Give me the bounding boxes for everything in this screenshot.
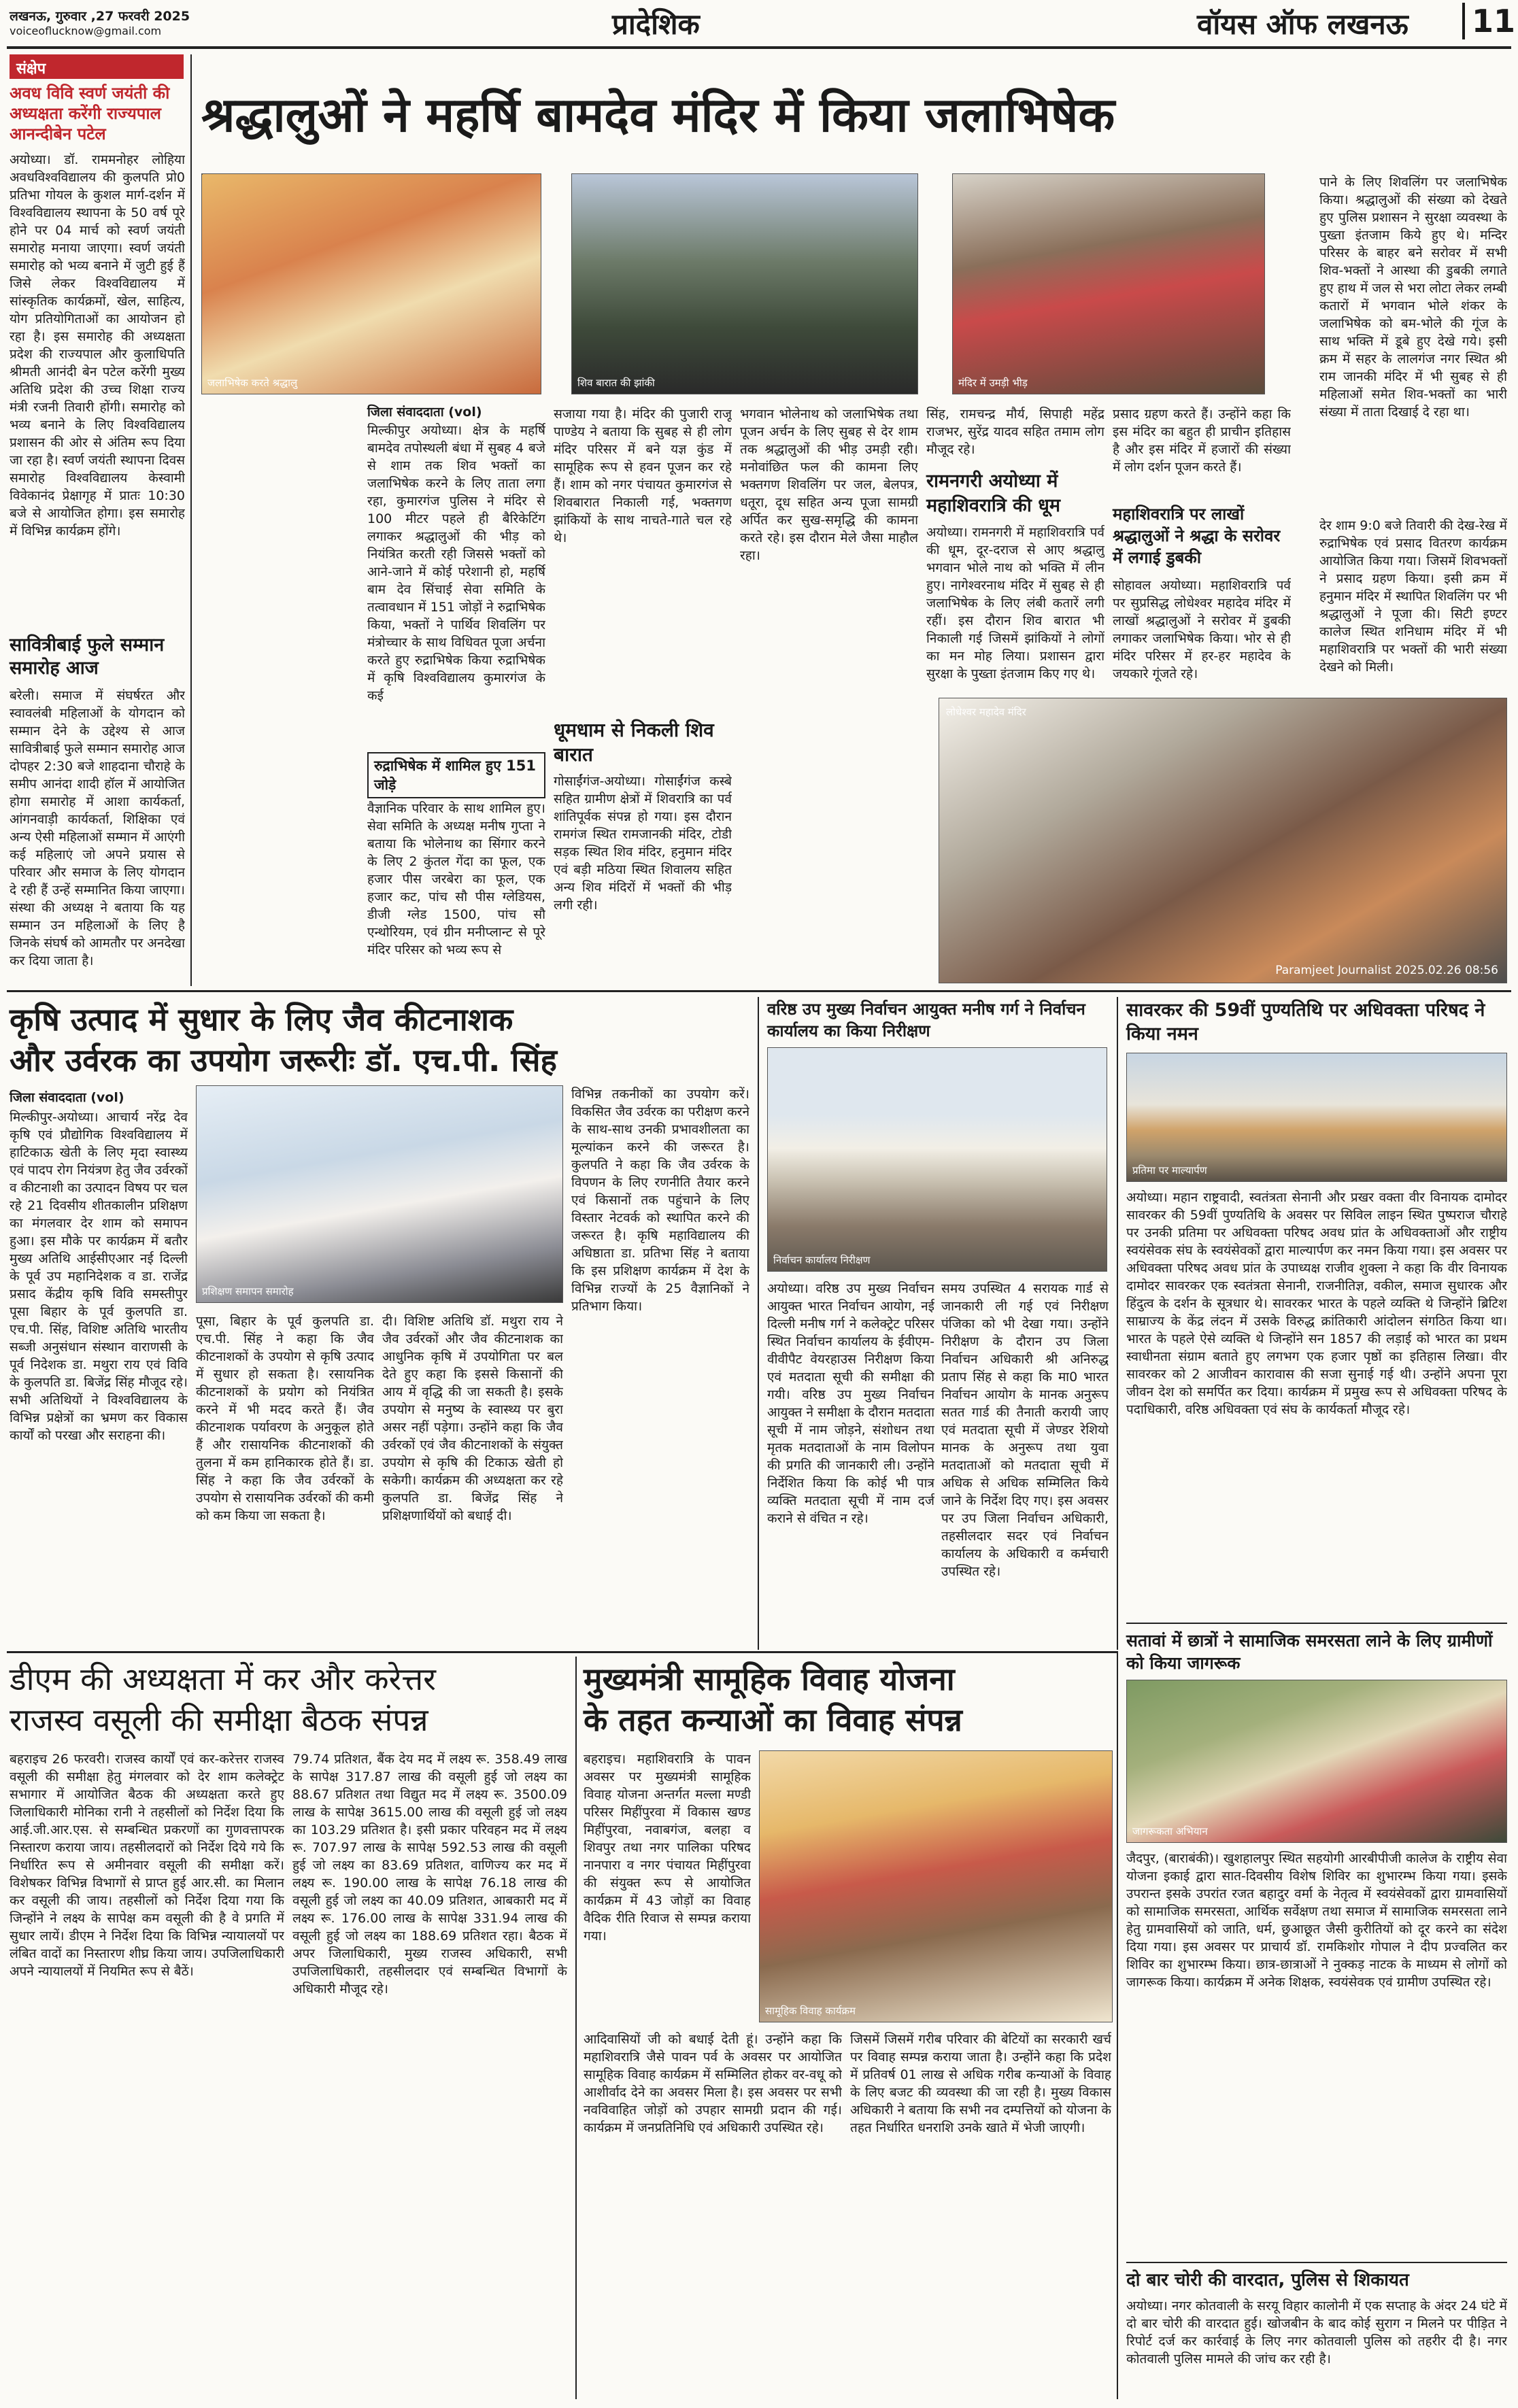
- savarkar-photo: [1126, 1053, 1507, 1182]
- dm-headline-line1: डीएम की अध्यक्षता में कर और करेत्तर: [10, 1661, 436, 1697]
- krishi-photo-caption: प्रशिक्षण समापन समारोह: [202, 1285, 294, 1298]
- krishi-col3: दी। विशिष्ट अतिथि डॉ. मथुरा राय ने जैव उर्वरकों और जैव कीटनाशक का आधुनिक कृषि में उपयोगिता पर बल देते हुए कहा कि इससे किसानों की आय में वृद्धि की जा सकती है। इसके उपयोग से मनुष्य के स्वास्थ्य पर बुरा असर नहीं पड़ेगा। उन्होंने कहा कि जैव उर्वरकों एवं जैव कीटनाशकों के संयुक्त उपयोग से कृषि की टिकाऊ खेती हो सकेगी। कार्यक्रम की अध्यक्षता कर रहे कुलपति डा. बिजेंद्र सिंह ने प्रशिक्षणार्थियों को बधाई दी।: [382, 1314, 563, 1523]
- paper-name: वॉयस ऑफ लखनऊ: [1197, 7, 1409, 41]
- lead-col5: सिंह, रामचन्द्र मौर्य, सिपाही महेंद्र राजभर, सुरेंद्र यादव सहित तमाम लोग मौजूद रहे।: [926, 407, 1104, 457]
- lead-col1: मिल्कीपुर अयोध्या। क्षेत्र के महर्षि बामदेव तपोस्थली बंधा में सुबह 4 बजे से शाम तक शिव भक्तों का जलाभिषेक करने के लिए ताता लगा रहा, कुमारगंज पुलिस ने मंदिर से 100 मीटर पहले ही बैरिकेटिंग लगाकर श्रद्धालुओं की भीड़ को नियंत्रित करती रही जिससे भक्तों को आने-जाने में कोई परेशानी हो, महर्षि बाम देव सिंचाई सेवा समिति के तत्वावधान में 151 जोड़ों ने रुद्राभिषेक किया, भक्तों ने पार्थिव शिवलिंग पर मंत्रोच्चार के साथ विधिवत पूजा अर्चना करते हुए रुद्राभिषेक किया रुद्राभिषेक में कृषि विश्वविद्यालय कुमारगंज के कई: [367, 423, 545, 703]
- krishi-col1: मिल्कीपुर-अयोध्या। आचार्य नरेंद्र देव कृषि एवं प्रौद्योगिक विश्वविद्यालय में हाटिकाऊ खेती के लिए मृदा स्वास्थ्य एवं पादप रोग नियंत्रण हेतु जैव उर्वरकों व कीटनाशी का उत्पादन विषय पर चल रहे 21 दिवसीय शीतकालीन प्रशिक्षण का मंगलवार देर शाम को समापन हुआ। इस मौके पर कार्यक्रम में बतौर मुख्य अतिथि आईसीएआर नई दिल्ली के पूर्व उप महानिदेशक व डा. राजेंद्र प्रसाद केंद्रीय कृषि विवि समस्तीपुर पूसा बिहार के पूर्व कुलपति डा. एच.पी. सिंह, विशिष्ट अतिथि भारतीय सब्जी अनुसंधान संस्थान वाराणसी के पूर्व निदेशक डा. मथुरा राय एवं विवि के कुलपति डा. बिजेंद्र सिंह मौजूद रहे। सभी अतिथियों ने विश्वविद्यालय के विभिन्न प्रक्षेत्रों का भ्रमण कर विकास कार्यों को परखा और सराहना की।: [10, 1110, 188, 1443]
- vivah-photo-caption: सामूहिक विवाह कार्यक्रम: [765, 2005, 856, 2017]
- dm-col2: 79.74 प्रतिशत, बैंक देय मद में लक्ष्य रू. 358.49 लाख के सापेक्ष 317.87 लाख की वसूली हुई जो लक्ष्य का 88.67 प्रतिशत तथा विद्युत मद में लक्ष्य रू. 3500.09 लाख के सापेक्ष 3615.00 लाख की वसूली हुई जो लक्ष्य का 103.29 प्रतिशत है। इसी प्रकार परिवहन मद में लक्ष्य रू. 707.97 लाख के सापेक्ष 592.53 लाख की वसूली हुई जो लक्ष्य का 83.69 प्रतिशत, वाणिज्य कर मद में लक्ष्य रू. 190.00 लाख के सापेक्ष 76.18 लाख की वसूली हुई जो लक्ष्य का 40.09 प्रतिशत, आबकारी मद में लक्ष्य रू. 176.00 लाख के सापेक्ष 331.94 लाख की वसूली हुई जो लक्ष्य का 188.69 प्रतिशत रहा। बैठक में अपर जिलाधिकारी, मुख्य राजस्व अधिकारी, सभी उपजिलाधिकारी, तहसीलदार एवं सम्बन्धित विभागों के अधिकारी मौजूद रहे।: [292, 1752, 567, 1997]
- lead-headline: श्रद्धालुओं ने महर्षि बामदेव मंदिर में किया जलाभिषेक: [201, 87, 1115, 143]
- lead-col2: सजाया गया है। मंदिर की पुजारी राजू पाण्डेय ने बताया कि सुबह से ही लोग मंदिर परिसर में बने यज्ञ कुंड में सामूहिक रूप से हवन पूजन कर रहे हैं। शाम को नगर पंचायत कुमारगंज से शिवबारात निकाली गई, भक्तगण झांकियों के साथ नाचते-गाते चल रहे थे।: [554, 407, 732, 545]
- niriksh-col2: समय उपस्थित 4 सरायक गार्ड से जानकारी ली गई एवं निरीक्षण पंजिका को भी देखा गया। उन्होंने निरीक्षण के दौरान उप जिला निर्वाचन अधिकारी श्री अनिरुद्ध प्रताप सिंह से कहा कि मा0 भारत निर्वाचन आयोग के मानक अनुरूप सतत गार्ड की तैनाती करायी जाए एवं मतदाता सूची में जेण्डर रेशियो मानक के अनुरूप तथा युवा मतदाताओं को मतदाता सूची में अधिक से अधिक सम्मिलित किये जाने के निर्देश दिए गए। इस अवसर पर उप जिला निर्वाचन अधिकारी, तहसीलदार सदर एवं निर्वाचन कार्यालय के अधिकारी व कर्मचारी उपस्थित रहे।: [941, 1281, 1109, 1579]
- lead-photo-2-caption: शिव बारात की झांकी: [577, 377, 655, 389]
- section-title: प्रादेशिक: [612, 7, 700, 41]
- dm-divider: [575, 1657, 577, 2399]
- krishi-byline: जिला संवाददाता (vol): [10, 1090, 124, 1105]
- satawan-photo-caption: जागरूकता अभियान: [1132, 1825, 1208, 1837]
- chori-headline: दो बार चोरी की वारदात, पुलिस से शिकायत: [1126, 2270, 1409, 2290]
- mid-bottom-rule: [7, 1651, 1118, 1653]
- savarkar-bottom-rule: [1126, 1623, 1507, 1624]
- lead-photo-1: [201, 173, 541, 394]
- sankshep-story2-headline: सावित्रीबाई फुले सम्मान समारोह आज: [10, 634, 165, 679]
- niriksh-col1: अयोध्या। वरिष्ठ उप मुख्य निर्वाचन आयुक्त भारत निर्वाचन आयोग, नई दिल्ली मनीष गर्ग ने कलेक्ट्रेट परिसर स्थित निर्वाचन कार्यालय के ईवीएम-वीवीपैट वेयरहाउस निरीक्षण किया एवं मतदाता सूची की समीक्षा की गयी। वरिष्ठ उप मुख्य निर्वाचन आयुक्त ने समीक्षा के दौरान मतदाता सूची में नाम जोड़ने, संशोधन तथा मृतक मतदाताओं के नाम विलोपन की प्रगति की जानकारी ली। उन्होंने निर्देशित किया कि कोई भी पात्र व्यक्ति मतदाता सूची में नाम दर्ज कराने से वंचित न रहे।: [767, 1281, 934, 1526]
- lead-col8b: देर शाम 9:0 बजे तिवारी की देख-रेख में रुद्राभिषेक एवं प्रसाद वितरण कार्यक्रम आयोजित किया गया। जिसमें शिवभक्तों ने प्रसाद ग्रहण किया। इसी क्रम में हनुमान मंदिर में स्थापित शिवलिंग पर भी श्रद्धालुओं ने पूजा की। सिटी इण्टर कालेज स्थित शनिधाम मंदिर में भी महाशिवरात्रि पर भक्तों की भारी संख्या देखने को मिली।: [1319, 518, 1507, 675]
- lead-photo-3-caption: मंदिर में उमड़ी भीड़: [958, 377, 1028, 389]
- savarkar-photo-caption: प्रतिमा पर माल्यार्पण: [1132, 1164, 1207, 1176]
- lead-callout: रुद्राभिषेक में शामिल हुए 151 जोड़े: [367, 752, 545, 798]
- lead-bottom-rule: [7, 990, 1511, 992]
- vivah-headline-line1: मुख्यमंत्री सामूहिक विवाह योजना: [584, 1661, 955, 1697]
- krishi-photo: [196, 1085, 563, 1303]
- lead-col3: गोसाईंगंज-अयोध्या। गोसाईंगंज कस्बे सहित ग्रामीण क्षेत्रों में शिवरात्रि का पर्व शांतिपूर्वक संपन्न हो गया। इस दौरान रामगंज स्थित रामजानकी मंदिर, टोडी सड़क स्थित शिव मंदिर, हनुमान मंदिर एवं बड़ी मठिया स्थित शिवालय सहित अन्य शिव मंदिरों में भक्तों की भीड़ लगी रही।: [554, 774, 732, 913]
- photo-watermark: Paramjeet Journalist 2025.02.26 08:56: [1275, 964, 1498, 977]
- lead-byline: जिला संवाददाता (vol): [367, 405, 482, 420]
- satawan-body: जैदपुर, (बाराबंकी)। खुशहालपुर स्थित सहयोगी आरबीपीजी कालेज के राष्ट्रीय सेवा योजना इकाई द्वारा सात-दिवसीय विशेष शिविर का शुभारम्भ किया गया। इसके उपरान्त इसके उपरांत रजत बहादुर वर्मा के नेतृत्व में स्वयंसेवकों द्वारा ग्रामवासियों को सामाजिक समरसता, आर्थिक सर्वेक्षण तथा समाज में सामाजिक समरसता लाने हेतु ग्रामवासियों को जाति, धर्म, छुआछूत जैसी कुरीतियों को दूर करने का संदेश दिया गया। इस अवसर पर प्राचार्य डॉ. रामकिशोर गोपाल ने दीप प्रज्वलित कर शिविर का शुभारम्भ किया। छात्र-छात्राओं ने नुक्कड़ नाटक के माध्यम से लोगों को जागरूक किया। कार्यक्रम में अनेक शिक्षक, स्वयंसेवक एवं ग्रामीण उपस्थित रहे।: [1126, 1851, 1507, 1990]
- sankshep-story2-body: बरेली। समाज में संघर्षरत और स्वावलंबी महिलाओं के योगदान को सम्मान देने के उद्देश्य से आज सावित्रीबाई फुले सम्मान समारोह आज दोपहर 2:30 बजे शाहदाना चौराहे के समीप आनंदा शादी हॉल में आयोजित होगा समारोह में आशा कार्यकर्ता, आंगनवाड़ी कार्यकर्ता, शिक्षिका एवं अन्य ऐसी महिलाओं सम्मान में आएंगी कई महिलाएं जो अपने प्रयास से परिवार और समाज के लिए योगदान दे रही हैं उन्हें सम्मानित किया जाएगा। संस्था की अध्यक्ष ने बताया कि यह सम्मान उन महिलाओं के लिए है जिनके संघर्ष को आमतौर पर अनदेखा कर दिया जाता है।: [10, 688, 185, 968]
- niriksh-divider: [1117, 997, 1118, 1650]
- dm-headline-line2: राजस्व वसूली की समीक्षा बैठक संपन्न: [10, 1701, 428, 1738]
- niriksh-photo-caption: निर्वाचन कार्यालय निरीक्षण: [773, 1254, 871, 1266]
- lead-photo-1-caption: जलाभिषेक करते श्रद्धालु: [207, 377, 298, 389]
- savarkar-body: अयोध्या। महान राष्ट्रवादी, स्वतंत्रता सेनानी और प्रखर वक्ता वीर विनायक दामोदर सावरकर की 59वीं पुण्यतिथि के अवसर पर सिविल लाइन स्थित पुष्पराज चौराहे पर उनकी प्रतिमा पर अधिवक्ता परिषद अवध प्रांत के अधिवक्ताओं और राष्ट्रीय स्वयंसेवक संघ के स्वयंसेवकों द्वारा माल्यार्पण कर नमन किया गया। इस अवसर पर अधिवक्ता परिषद अवध प्रांत के उपाध्यक्ष राजीव शुक्ला ने कहा कि वीर विनायक दामोदर सावरकर एक स्वतंत्रता सेनानी, राजनीतिज्ञ, वकील, समाज सुधारक और हिंदुत्व के दर्शन के सूत्रधार थे। सावरकर भारत के पहले व्यक्ति थे जिन्होंने ब्रिटिश साम्राज्य के केंद्र लंदन में उसके विरुद्ध क्रांतिकारी आंदोलन संगठित किया था। भारत के पहले ऐसे व्यक्ति थे जिन्होंने सन 1857 की लड़ाई को भारत का प्रथम स्वाधीनता संग्राम बताते हुए लगभग एक हजार पृष्ठों का इतिहास लिखा। वीर सावरकर को 2 आजीवन कारावास की सजा सुनाई गई थी। उन्होंने अपना पूरा जीवन देश को समर्पित कर दिया। कार्यक्रम में प्रमुख रूप से अधिवक्ता परिषद के पदाधिकारी, वरिष्ठ अधिवक्ता एवं संघ के कार्यकर्ता मौजूद रहे।: [1126, 1190, 1507, 1417]
- niriksh-headline: वरिष्ठ उप मुख्य निर्वाचन आयुक्त मनीष गर्ग ने निर्वाचन कार्यालय का किया निरीक्षण: [767, 1000, 1085, 1040]
- lead-col1b: वैज्ञानिक परिवार के साथ शामिल हुए। सेवा समिति के अध्यक्ष मनीष गुप्ता ने बताया कि भोलेनाथ का सिंगार करने के लिए 2 कुंतल गेंदा का फूल, एक हजार पीस जरबेरा का फूल, एक हजार कट, पांच सौ पीस ग्लेडियस, डीजी ग्लेड 1500, पांच सौ एन्थोरियम, एवं ग्रीन मनीप्लान्ट से पूरे मंदिर परिसर को भव्य रूप से: [367, 801, 545, 957]
- lead-photo-main: [201, 173, 203, 175]
- vivah-col3: जिसमें जिसमें गरीब परिवार की बेटियों का सरकारी खर्च पर विवाह सम्पन्न कराया जाता है। उन्होंने कहा कि प्रदेश में प्रतिवर्ष 01 लाख से अधिक गरीब कन्याओं के विवाह के लिए बजट की व्यवस्था की जा रही है। मुख्य विकास अधिकारी ने बताया कि सभी नव दम्पत्तियों को योजना के तहत निर्धारित धनराशि उनके खाते में भेजी जाएगी।: [850, 2032, 1111, 2135]
- krishi-col2: पूसा, बिहार के पूर्व कुलपति डा. एच.पी. सिंह ने कहा कि जैव कीटनाशकों के उपयोग से कृषि उत्पाद में सुधार हो सकता है। रसायनिक कीटनाशकों के प्रयोग को नियंत्रित करने में भी मदद करते हैं। जैव कीटनाशक पर्यावरण के अनुकूल होते हैं और रासायनिक कीटनाशकों की तुलना में कम हानिकारक होते हैं। डा. सिंह ने कहा कि जैव उर्वरकों के उपयोग से रासायनिक उर्वरकों की कमी को कम किया जा सकता है।: [196, 1314, 374, 1523]
- sankshep-divider: [190, 54, 192, 986]
- lead-photo-2: [571, 173, 918, 394]
- sankshep-label: संक्षेप: [10, 54, 184, 79]
- masthead-rule: [7, 46, 1511, 49]
- lead-photo-4: [939, 698, 1507, 983]
- lead-photo-4-caption: लोधेश्वर महादेव मंदिर: [946, 706, 1026, 718]
- lead-col3-heading: धूमधाम से निकली शिव बारात: [554, 719, 714, 766]
- lead-col5b: अयोध्या। रामनगरी में महाशिवरात्रि पर्व की धूम, दूर-दराज से आए श्रद्धालु भगवान भोले नाथ को भक्ति में लीन हुए। नागेश्वरनाथ मंदिर में सुबह से ही जलाभिषेक के लिए लंबी कतारें लगी रहीं। इस दौरान शिव बारात भी निकाली गई जिसमें झांकियों ने लोगों का मन मोह लिया। प्रशासन द्वारा सुरक्षा के पुख्ता इंतजाम किए गए थे।: [926, 525, 1104, 681]
- savarkar-headline: सावरकर की 59वीं पुण्यतिथि पर अधिवक्ता परिषद ने किया नमन: [1126, 1000, 1485, 1045]
- vivah-photo: [759, 1750, 1113, 2022]
- satawan-headline: सतावां में छात्रों ने सामाजिक समरसता लाने के लिए ग्रामीणों को किया जागरूक: [1126, 1631, 1493, 1673]
- lead-col5-heading: रामनगरी अयोध्या में महाशिवरात्रि की धूम: [926, 471, 1061, 516]
- lead-col4: भगवान भोलेनाथ को जलाभिषेक तथा पूजन अर्चन के लिए सुबह से देर शाम तक श्रद्धालुओं की भीड़ उमड़ी रही। मनोवांछित फल की कामना लिए भक्तगण शिवलिंग पर जल, बेलपत्र, धतूरा, दूध सहित अन्य पूजा सामग्री अर्पित कर सुख-समृद्धि की कामना करते रहे। इस दौरान मेले जैसा माहौल रहा।: [740, 407, 918, 563]
- website[interactable]: voiceoflucknow@gmail.com: [10, 24, 162, 37]
- right-column-divider: [1117, 1651, 1118, 2399]
- lead-col6: प्रसाद ग्रहण करते हैं। उन्होंने कहा कि इस मंदिर का बहुत ही प्राचीन इतिहास है और इस मंदिर में हजारों की संख्या में लोग दर्शन पूजन करते हैं।: [1113, 407, 1291, 475]
- niriksh-photo: [767, 1047, 1107, 1272]
- krishi-headline-line2: और उर्वरक का उपयोग जरूरीः डॉ. एच.पी. सिंह: [10, 1042, 557, 1079]
- sankshep-story1-headline: अवध विवि स्वर्ण जयंती की अध्यक्षता करेंगी राज्यपाल आनन्दीबेन पटेल: [10, 84, 170, 143]
- chori-body: अयोध्या। नगर कोतवाली के सरयू विहार कालोनी में एक सप्ताह के अंदर 24 घंटे में दो बार चोरी की वारदात हुई। खोजबीन के बाद कोई सुराग न मिलने पर पीड़ित ने रिपोर्ट दर्ज कर कार्रवाई के लिए नगर कोतवाली पुलिस को तहरीर दी है। नगर कोतवाली पुलिस मामले की जांच कर रही है।: [1126, 2299, 1507, 2367]
- lead-col6-heading: महाशिवरात्रि पर लाखों श्रद्धालुओं ने श्रद्धा के सरोवर में लगाई डुबकी: [1113, 505, 1281, 567]
- sankshep-story1-body: अयोध्या। डॉ. राममनोहर लोहिया अवधविश्वविद्यालय की कुलपति प्रो0 प्रतिभा गोयल के कुशल मार्ग-दर्शन में विश्वविद्यालय स्थापना के 50 वर्ष पूरे होने पर 04 मार्च को स्वर्ण जयंती समारोह मनाया जाएगा। स्वर्ण जयंती समारोह को भव्य बनाने में जुटी हुई हैं जिसे लेकर विश्वविद्यालय में सांस्कृतिक कार्यक्रमों, खेल, साहित्य, योग प्रतियोगिताओं का आयोजन हो रहा है। इस समारोह की अध्यक्षता प्रदेश की राज्यपाल और कुलाधिपति श्रीमती आनंदी बेन पटेल करेंगी मुख्य अतिथि प्रदेश की उच्च शिक्षा राज्य मंत्री रजनी तिवारी होंगी। समारोह को भव्य बनाने के लिए विश्वविद्यालय प्रशासन की ओर से अंतिम रूप दिया जा रहा है। स्वर्ण जयंती स्थापना दिवस समारोह विश्वविद्यालय केस्वामी विवेकानंद प्रेक्षागृह में प्रातः 10:30 बजे से आयोजित होगा। इस समारोह में विभिन्न कार्यक्रम होंगे।: [10, 152, 185, 539]
- vivah-col1: बहराइच। महाशिवरात्रि के पावन अवसर पर मुख्यमंत्री सामूहिक विवाह योजना अन्तर्गत मल्ला मण्डी परिसर मिहींपुरवा में विकास खण्ड मिहींपुरवा, नवाबगंज, बलहा व शिवपुर तथा नगर पालिका परिषद नानपारा व नगर पंचायत मिहींपुरवा की संयुक्त रूप से आयोजित कार्यक्रम में 43 जोड़ों का विवाह वैदिक रीति रिवाज से सम्पन्न कराया गया।: [584, 1752, 751, 1944]
- dm-col1: बहराइच 26 फरवरी। राजस्व कार्यों एवं कर-करेत्तर राजस्व वसूली की समीक्षा हेतु मंगलवार को देर शाम कलेक्ट्रेट सभागार में आयोजित बैठक की अध्यक्षता करते हुए जिलाधिकारी मोनिका रानी ने तहसीलों को निर्देश दिया कि आई.जी.आर.एस. से सम्बन्धित प्रकरणों का गुणवत्तापरक निस्तारण कराया जाय। तहसीलदारों को निर्देश दिये गये कि निर्धारित रूप से अमीनवार वसूली की समीक्षा करें। विशेषकर विभिन्न विभागों से प्राप्त हुई आर.सी. का मिलान कर वसूली की जाय। तहसीलों को निर्देश दिया गया कि जिन्होंने ने लक्ष्य के सापेक्ष कम वसूली की है वे प्रगति में सुधार लायें। डीएम ने निर्देश दिया कि विभिन्न न्यायालयों पर लंबित वादों का निस्तारण शीघ्र किया जाय। उपजिलाधिकारी अपने न्यायालयों में नियमित रूप से बैठें।: [10, 1752, 284, 1979]
- krishi-col4: विभिन्न तकनीकों का उपयोग करें। विकसित जैव उर्वरक का परीक्षण करने के साथ-साथ उनकी प्रभावशीलता का मूल्यांकन करने की जरूरत है। कुलपति ने कहा कि जैव उर्वरक के विपणन के लिए रणनीति तैयार करने एवं किसानों तक पहुंचाने के लिए विस्तार नेटवर्क को स्थापित करने की जरूरत है। कृषि महाविद्यालय की अधिष्ठाता डा. प्रतिभा सिंह ने बताया कि इस प्रशिक्षण कार्यक्रम में देश के विभिन्न राज्यों के 25 वैज्ञानिकों ने प्रतिभाग किया।: [571, 1087, 749, 1314]
- vivah-headline-line2: के तहत कन्याओं का विवाह संपन्न: [584, 1701, 962, 1738]
- lead-photo-3: [952, 173, 1265, 394]
- chori-rule: [1126, 2262, 1507, 2263]
- satawan-photo: [1126, 1680, 1507, 1843]
- vivah-col2: आदिवासियों जी को बधाई देती हूं। उन्होंने कहा कि महाशिवरात्रि जैसे पावन पर्व के अवसर पर आयोजित सामूहिक विवाह कार्यक्रम में सम्मिलित होकर वर-वधू को आशीर्वाद देने का अवसर मिला है। इस अवसर पर सभी नवविवाहित जोड़ों को उपहार सामग्री प्रदान की गई। कार्यक्रम में जनप्रतिनिधि एवं अधिकारी उपस्थित रहे।: [584, 2032, 842, 2135]
- lead-col6b: सोहावल अयोध्या। महाशिवरात्रि पर्व पर सुप्रसिद्ध लोधेश्वर महादेव मंदिर में लाखों श्रद्धालुओं ने सरोवर में डुबकी लगाकर जलाभिषेक किया। भोर से ही मंदिर परिसर में हर-हर महादेव के जयकारे गूंजते रहे।: [1113, 578, 1291, 681]
- dateline: लखनऊ, गुरुवार ,27 फरवरी 2025: [10, 9, 190, 24]
- lead-col8: पाने के लिए शिवलिंग पर जलाभिषेक किया। श्रद्धालुओं की संख्या को देखते हुए पुलिस प्रशासन ने सुरक्षा व्यवस्था के पुख्ता इंतजाम किये हुए थे। मन्दिर परिसर के बाहर बने सरोवर में सभी शिव-भक्तों ने आस्था की डुबकी लगाते हुए हाथ में जल से भरा लोटा लेकर लम्बी कतारों में भगवान भोले शंकर के जलाभिषेक को बम-भोले की गूंज के साथ भक्ति में डूबे हुए देखे गये। इसी क्रम में सहर के लालगंज नगर स्थित श्री राम जानकी मंदिर में भी सुबह से ही महिलाओं समेत शिव-भक्तों का भारी संख्या में ताता दिखाई दे रहा था।: [1319, 175, 1507, 420]
- krishi-divider: [758, 997, 759, 1650]
- krishi-headline-line1: कृषि उत्पाद में सुधार के लिए जैव कीटनाशक: [10, 1001, 513, 1038]
- page-number: 11: [1462, 3, 1515, 39]
